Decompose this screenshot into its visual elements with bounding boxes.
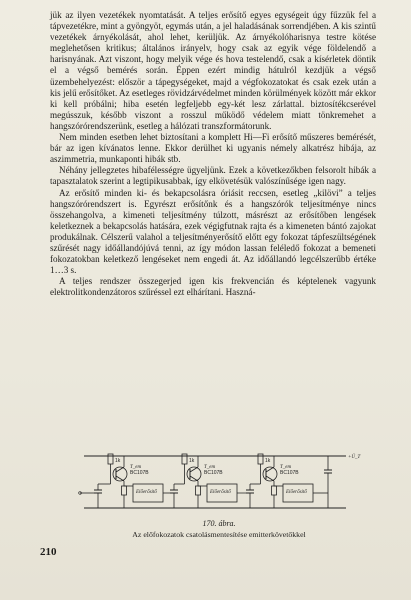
transistor-type: BC107B: [204, 470, 223, 476]
transistor-label: T_em: [204, 465, 216, 470]
transistor-type: BC107B: [280, 470, 299, 476]
figure-number: 170. ábra.: [202, 519, 236, 528]
paragraph: Nem minden esetben lehet biztosítani a komplett Hi—Fi erősítő műszeres bemérését, bár az igen kívánatos lenne. Ekkor derülhet ki ugyanis némely alkatrész hibája, az aszimmetria, munkaponti hibák stb.: [50, 132, 376, 165]
paragraph: jük az ilyen vezetékek nyomtatását. A teljes erősítő egyes egységeit úgy fűzzük fel a tápvezetékre, mint a gyöngyöt, egymás után, a jel haladásának sorrendjében. A kis szintű vezetékek árnyékolását, ahol lehet, kerüljük. Az árnyékolóharisnya testre kötése meglehetősen kritikus; általános irányelv, hogy csak az egyik vége földelendő a harisnyának. Azt viszont, hogy melyik vége és hova testelendő, csak a kísérletek döntik el a végső bemérés során. Éppen ezért mindig hátulról kezdjük a végső üzembehelyezést: először a tápegységeket, majd a végfokozatokat és csak ezek után a kis jelű erősítőket. Az esetleges rövidzárvédelmet minden körülmények között már ekkor ki kell próbálni; hiba esetén legfeljebb egy-két lesz zárlattal. biztosítékcserével megússzuk, később viszont a rosszul működő védelem miatt tönkremehet a hangszórórendszerünk, esetleg a hálózati transzformátorunk.: [50, 10, 376, 131]
paragraph: Néhány jellegzetes hibafélességre ügyeljünk. Ezek a következőkben felsorolt hibák a tapasztalatok szerint a legtipikusabbak, így elkövetésük valószínűsége igen nagy.: [50, 165, 376, 187]
figure-caption: Az előfokozatok csatolásmentesítése emitterkövetőkkel: [132, 530, 306, 539]
body-text: [50, 10, 376, 298]
circuit-diagram: [78, 446, 380, 516]
transistor-label: T_em: [280, 465, 292, 470]
transistor-type: BC107B: [130, 470, 149, 476]
stage-1: [94, 454, 178, 508]
resistor-label: 1k: [189, 458, 195, 464]
stage-3: [246, 454, 328, 508]
transistor-label: T_em: [130, 465, 142, 470]
stage-box-label: Előerősítő: [286, 490, 307, 495]
supply-label: +Ü_T: [348, 455, 361, 460]
stage-box-label: Előerősítő: [136, 490, 157, 495]
page-number: 210: [40, 546, 57, 558]
stage-2: [170, 454, 254, 508]
paragraph: Az erősítő minden ki- és bekapcsolásra óriásit reccsen, esetleg „kilövi” a teljes hangszórórendszert is. Egyrészt erősítőnk és a hangszórók teljesítménye nincs összehangolva, a kimeneti teljesítmény túlzott, másrészt az erősítőben lengések keletkeznek a bekapcsolás hatására, ezek végigfutnak rajta és a kimeneten bántó zajokat produkálnak. Célszerű valahol a teljesítményerősítő előtt egy fokozat tápfeszültségének szűrését nagy időállandójúvá tenni, az így módon lassan feléledő fokozat a bemeneti fokozatokban keletkező lengéseket nem engedi át. Az időállandó legcélszerűbb értéke 1…3 s.: [50, 187, 376, 276]
paragraph: A teljes rendszer összegerjed igen kis frekvencián és képtelenek vagyunk elektrolitkondenzátoros szűréssel ezt elhárítani. Haszná-: [50, 276, 376, 298]
resistor-label: 1k: [265, 458, 271, 464]
resistor-label: 1k: [115, 458, 121, 464]
stage-box-label: Előerősítő: [210, 490, 231, 495]
